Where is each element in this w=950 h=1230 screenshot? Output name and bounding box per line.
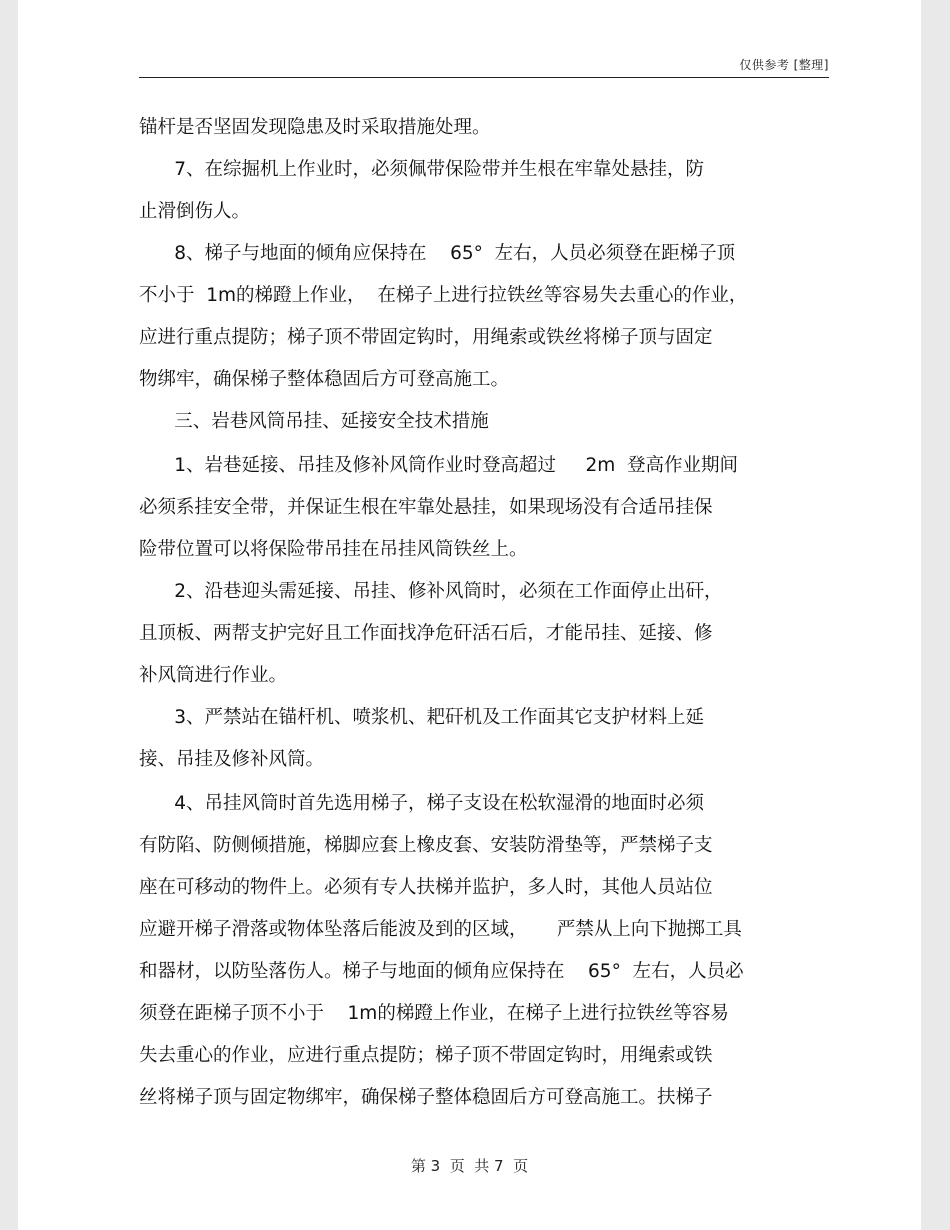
header-divider bbox=[139, 77, 829, 78]
body-line: 3、严禁站在锚杆机、喷浆机、耙矸机及工作面其它支护材料上延 bbox=[139, 707, 705, 728]
body-line: 应避开梯子滑落或物体坠落后能波及到的区域， 严禁从上向下抛掷工具 bbox=[139, 919, 742, 940]
body-line: 必须系挂安全带，并保证生根在牢靠处悬挂，如果现场没有合适吊挂保 bbox=[139, 497, 713, 518]
body-line: 止滑倒伤人。 bbox=[139, 201, 251, 222]
body-line: 4、吊挂风筒时首先选用梯子，梯子支设在松软湿滑的地面时必须 bbox=[139, 793, 705, 814]
body-line: 应进行重点提防；梯子顶不带固定钩时，用绳索或铁丝将梯子顶与固定 bbox=[139, 327, 713, 348]
page-header bbox=[139, 50, 829, 78]
body-line: 失去重心的作业，应进行重点提防；梯子顶不带固定钩时，用绳索或铁 bbox=[139, 1045, 713, 1066]
body-line: 丝将梯子顶与固定物绑牢，确保梯子整体稳固后方可登高施工。扶梯子 bbox=[139, 1087, 713, 1108]
body-line: 物绑牢，确保梯子整体稳固后方可登高施工。 bbox=[139, 369, 510, 390]
body-line: 不小于 1m的梯蹬上作业， 在梯子上进行拉铁丝等容易失去重心的作业， bbox=[139, 285, 748, 306]
page-number-footer: 第 3 页 共 7 页 bbox=[410, 1157, 529, 1175]
body-line: 2、沿巷迎头需延接、吊挂、修补风筒时，必须在工作面停止出矸， bbox=[139, 581, 723, 602]
body-line: 有防陷、防侧倾措施，梯脚应套上橡皮套、安装防滑垫等，严禁梯子支 bbox=[139, 835, 713, 856]
body-line: 锚杆是否坚固发现隐患及时采取措施处理。 bbox=[139, 117, 491, 138]
body-line: 座在可移动的物件上。必须有专人扶梯并监护，多人时，其他人员站位 bbox=[139, 877, 713, 898]
document-page bbox=[18, 0, 921, 1230]
body-line: 8、梯子与地面的倾角应保持在 65° 左右，人员必须登在距梯子顶 bbox=[139, 243, 736, 264]
body-line: 险带位置可以将保险带吊挂在吊挂风筒铁丝上。 bbox=[139, 539, 528, 560]
body-line: 须登在距梯子顶不小于 1m的梯蹬上作业，在梯子上进行拉铁丝等容易 bbox=[139, 1003, 729, 1024]
body-line: 且顶板、两帮支护完好且工作面找净危矸活石后，才能吊挂、延接、修 bbox=[139, 623, 713, 644]
body-line: 接、吊挂及修补风筒。 bbox=[139, 749, 325, 770]
body-line: 和器材，以防坠落伤人。梯子与地面的倾角应保持在 65° 左右，人员必 bbox=[139, 961, 744, 982]
section-heading: 三、岩巷风筒吊挂、延接安全技术措施 bbox=[139, 411, 489, 432]
body-line: 7、在综掘机上作业时，必须佩带保险带并生根在牢靠处悬挂，防 bbox=[139, 159, 705, 180]
header-text: 仅供参考 [整理] bbox=[739, 58, 829, 72]
body-line: 补风筒进行作业。 bbox=[139, 665, 288, 686]
body-line: 1、岩巷延接、吊挂及修补风筒作业时登高超过 2m 登高作业期间 bbox=[139, 455, 739, 476]
